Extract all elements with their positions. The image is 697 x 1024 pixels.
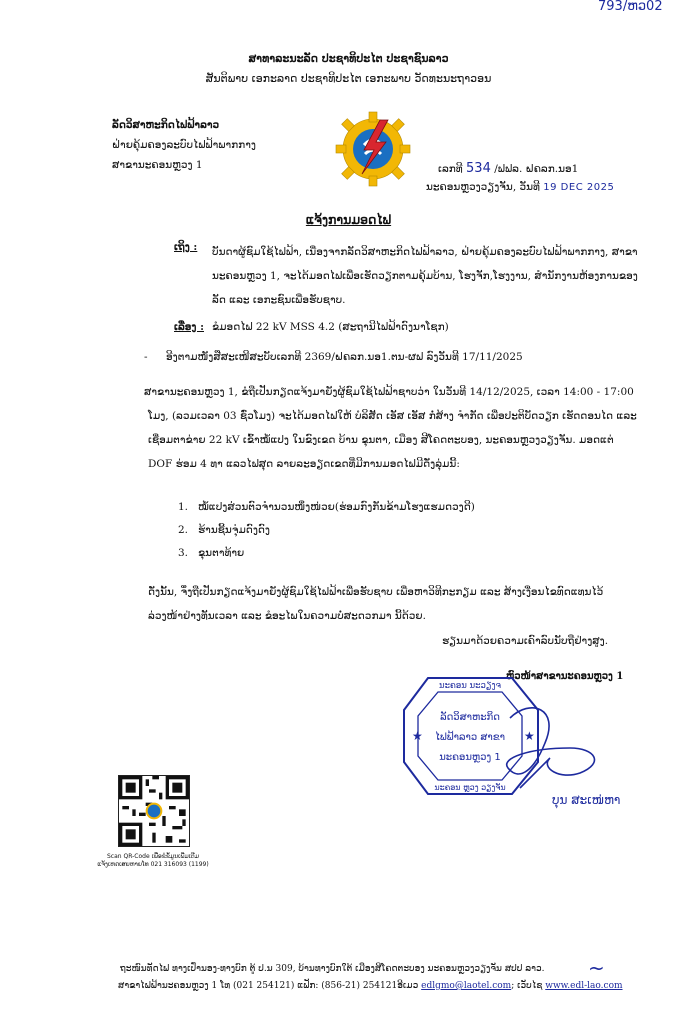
stamp-bottom-text: ນະຄອນ ຫຼວງ ວຽງຈັນ — [434, 783, 506, 792]
stamp-line1: ລັດວິສາຫະກິດ — [440, 712, 500, 723]
org-name: ລັດວິສາຫະກິດໄຟຟ້າລາວ — [112, 119, 220, 131]
stamp-star-icon: ★ — [412, 729, 423, 743]
state-header-line1: ສາທາລະນະລັດ ປະຊາທິປະໄຕ ປະຊາຊົນລາວ — [248, 52, 449, 65]
initial-mark-icon: ~ — [588, 956, 605, 980]
subject-text: ຂໍມອດໄຟ 22 kV MSS 4.2 (ສະຖານີໄຟຟ້າດົງນາໂຊກ) — [212, 321, 449, 333]
list-item: 3. ຂຸນຕາທ້າຍ — [178, 547, 245, 559]
list-item: 1. ໝໍ້ແປງສ່ວນຕົວຈຳນວນໜຶ່ງໜ່ວຍ(ຮ່ອມກົງກັນຂ້າມໂຮງແຮມດວງດີ) — [178, 501, 475, 513]
reference-suffix: /ຟຟລ. ຝຄລກ.ນອ1 — [494, 163, 579, 175]
areas-list — [178, 500, 598, 569]
qr-code-icon[interactable] — [118, 775, 190, 847]
signature-icon — [500, 688, 610, 798]
stamp-star-icon: ★ — [524, 729, 535, 743]
edl-logo-icon — [334, 110, 412, 188]
footer-address: ຖະໜົນທັດໄຟ ທາງເປົ່ານອງ-ທາງບົກ ຕູ້ ປ.ນ 309, ບ້ານທາງບົກໃຕ້ ເມືອງສີໂຄດຕະບອງ ນະຄອນຫຼວງວຽງຈັນ ສປປ ລາວ. — [120, 964, 545, 974]
reference-number: 534 — [466, 161, 491, 176]
signatory-title: ຫົວໜ້າສາຂານະຄອນຫຼວງ 1 — [506, 671, 624, 682]
footer-contact: ສາຂາໄຟຟ້ານະຄອນຫຼວງ 1 ໂທ (021 254121) ແຟັກ: (856-21) 254121ອີເມວ edlgmo@laotel.com; ເວັບໄຊ www.edl-lao.com — [118, 981, 623, 991]
handwritten-doc-number: 793/ຫວ02 — [598, 0, 663, 14]
list-item: 2. ຮ້ານຊີ້ນຈຸ່ມດົງດົງ — [178, 524, 270, 536]
state-header-line2: ສັນຕິພາບ ເອກະລາດ ປະຊາທິປະໄຕ ເອກະພາບ ວັດທະນະຖາວອນ — [205, 72, 492, 85]
org-division: ຝ່າຍຄຸ້ມຄອງລະບົບໄຟຟ້າພາກກາງ — [112, 139, 256, 151]
stamp-line2: ໄຟຟ້າລາວ ສາຂາ — [434, 732, 506, 743]
reference-line: ອີງຕາມໜັງສືສະເໜີສະບັບເລກທີ 2369/ຝຄລກ.ນອ1.ຕນ-ຜຟ ລົງວັນທີ 17/11/2025 — [166, 351, 523, 363]
footer-email-link[interactable]: edlgmo@laotel.com — [421, 981, 512, 991]
subject-label: ເລື່ອງ : — [174, 321, 204, 333]
stamp-top-text: ນະຄອນ ນະວຽງຈ — [439, 681, 501, 691]
signatory-name: ບຸນ ສະເໜ່ຫາ — [552, 793, 621, 807]
reference-date-line — [426, 180, 614, 195]
org-branch: ສາຂານະຄອນຫຼວງ 1 — [112, 159, 203, 171]
to-label: ເຖິງ : — [174, 241, 198, 253]
bullet-dash: - — [144, 351, 148, 363]
regards-line: ຮຽນມາດ້ວຍຄວາມເຄົາລົບນັບຖືຢ່າງສູງ. — [442, 635, 609, 647]
reference-prefix: ເລກທີ — [438, 163, 463, 175]
body-paragraph: ສາຂານະຄອນຫຼວງ 1, ຂໍຖືເປັນກຽດແຈ້ງມາຍັງຜູ້ຊົມໃຊ້ໄຟຟ້າຊາບວ່າ ໃນວັນທີ 14/12/2025, ເວລາ 14:00 - 17:00 ໂມງ, (ລວມເວລາ 03 ຊົ່ວໂມງ) ຈະໄດ້ມອດໄຟໃຫ້ ບໍລິສັດ ເອັສ ເອັສ ກໍ່ສ້າງ ຈຳກັດ ເພື່ອປະຕິບັດວຽກ ເຮັດດອນໄດ ແລະ ເຊື່ອມຕາຂ່າຍ 22 kV ເຂົ້າໝໍ້ແປງ ໃນຂົງເຂດ ບ້ານ ຂຸນຕາ, ເມືອງ ສີໂຄດຕະບອງ, ນະຄອນຫຼວງວຽງຈັນ. ມອດແຕ່ DOF ຮ່ອມ 4 ທາ ແລວໄຟສຸດ ລາຍລະອຽດເຂດທີ່ມີການມອດໄຟມີດັ່ງລຸ່ມນີ້: — [144, 386, 637, 470]
reference-number-line — [438, 160, 578, 178]
date-stamp: 19 DEC 2025 — [543, 182, 615, 193]
to-text: ບັນດາຜູ້ຊົມໃຊ້ໄຟຟ້າ, ເນື່ອງຈາກລັດວິສາຫະກິດໄຟຟ້າລາວ, ຝ່າຍຄຸ້ມຄອງລະບົບໄຟຟ້າພາກກາງ, ສາຂານະຄອນຫຼວງ 1, ຈະໄດ້ມອດໄຟເພື່ອເຮັດວຽກຕາມຄຸ້ມບ້ານ, ໂຮງຈັກ,ໂຮງງານ, ສຳນັກງານຫ້ອງການຂອງລັດ ແລະ ເອກະຊົນເພື່ອຮັບຊາບ. — [212, 246, 638, 306]
closing-paragraph: ດັ່ງນັ້ນ, ຈຶ່ງຖືເປັນກຽດແຈ້ງມາຍັງຜູ້ຊົມໃຊ້ໄຟຟ້າເພື່ອຮັບຊາບ ເພື່ອຫາວິທີກະກຽມ ແລະ ສ້າງເງື່ອນໄຂທົດແທນໄວ້ລ່ວງໜ້າຢ່າງທັນເວລາ ແລະ ຂໍອະໄພໃນຄວາມບໍ່ສະດວກມາ ນີ້ດ້ວຍ. — [148, 586, 604, 622]
qr-caption: Scan QR-Code ເພື່ອຂໍຂໍ້ມູນເພີ່ມເຕີມ ແຈ້ງເຫດເສຍຫາຍໂທ 021 316093 (1199) — [97, 853, 209, 869]
reference-place: ນະຄອນຫຼວງວຽງຈັນ, ວັນທີ — [426, 181, 540, 193]
footer-website-link[interactable]: www.edl-lao.com — [545, 981, 623, 991]
document-title: ແຈ້ງການມອດໄຟ — [305, 212, 392, 227]
stamp-line3: ນະຄອນຫຼວງ 1 — [439, 752, 501, 763]
